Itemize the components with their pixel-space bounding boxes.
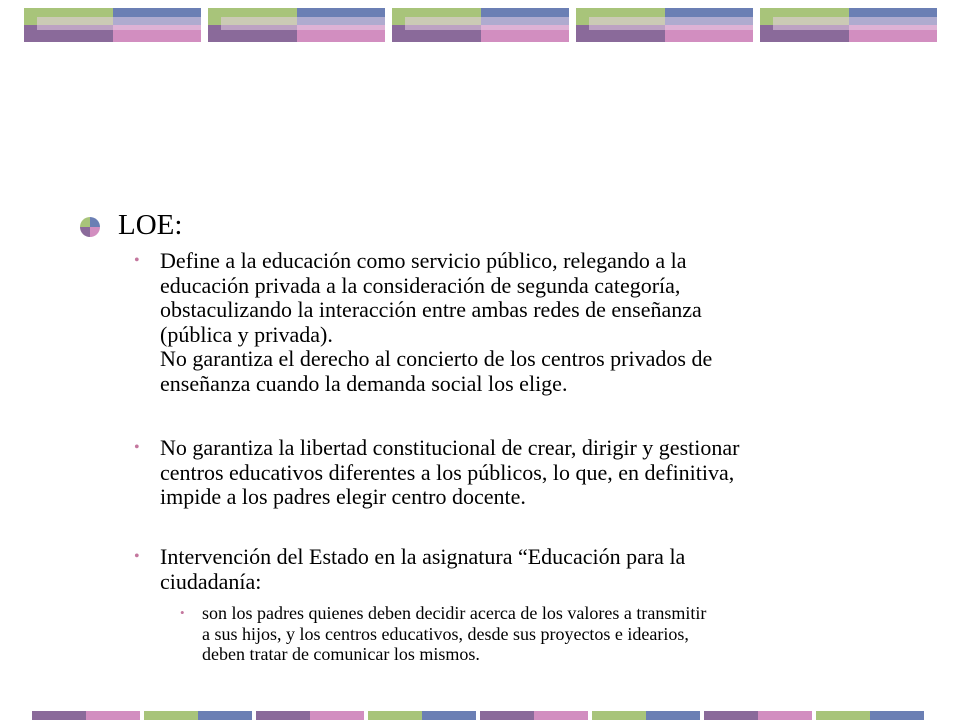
text-line: a sus hijos, y los centros educativos, desde sus proyectos e idearios, bbox=[202, 623, 689, 644]
quad-bullet-icon bbox=[80, 217, 100, 237]
text-line: Intervención del Estado en la asignatura “Educación para la bbox=[160, 544, 686, 569]
bullet-dot-icon: • bbox=[134, 439, 140, 456]
bullet-dot-icon: • bbox=[134, 548, 140, 565]
text-line: No garantiza la libertad constitucional de crear, dirigir y gestionar bbox=[160, 435, 740, 460]
sub-bullet-text bbox=[202, 603, 706, 665]
text-line: son los padres quienes deben decidir acerca de los valores a transmitir bbox=[202, 603, 707, 623]
bullet-item bbox=[134, 545, 914, 594]
sub-bullet-item bbox=[180, 603, 900, 665]
text-line: centros educativos diferentes a los públicos, lo que, en definitiva, bbox=[160, 459, 735, 485]
bullet-text bbox=[160, 545, 685, 594]
bullet-item bbox=[134, 436, 914, 510]
sub-bullet-dot-icon: • bbox=[180, 605, 185, 620]
text-line: ciudadanía: bbox=[160, 568, 262, 594]
text-line: impide a los padres elegir centro docente. bbox=[160, 484, 526, 509]
text-line: (pública y privada). bbox=[160, 321, 333, 347]
text-line: obstaculizando la interacción entre ambas redes de enseñanza bbox=[160, 297, 702, 322]
bullet-item bbox=[134, 249, 914, 396]
bullet-text bbox=[160, 249, 712, 396]
text-line: deben tratar de comunicar los mismos. bbox=[202, 644, 480, 664]
text-line: No garantiza el derecho al concierto de los centros privados de bbox=[160, 346, 713, 371]
heading-row bbox=[80, 208, 182, 242]
slide-heading: LOE: bbox=[118, 209, 183, 241]
bullet-text bbox=[160, 436, 739, 510]
bullet-dot-icon: • bbox=[134, 252, 140, 269]
text-line: enseñanza cuando la demanda social los elige. bbox=[160, 370, 568, 396]
bottom-decorative-bar bbox=[32, 711, 958, 720]
text-line: educación privada a la consideración de segunda categoría, bbox=[160, 272, 681, 298]
text-line: Define a la educación como servicio público, relegando a la bbox=[160, 248, 687, 273]
